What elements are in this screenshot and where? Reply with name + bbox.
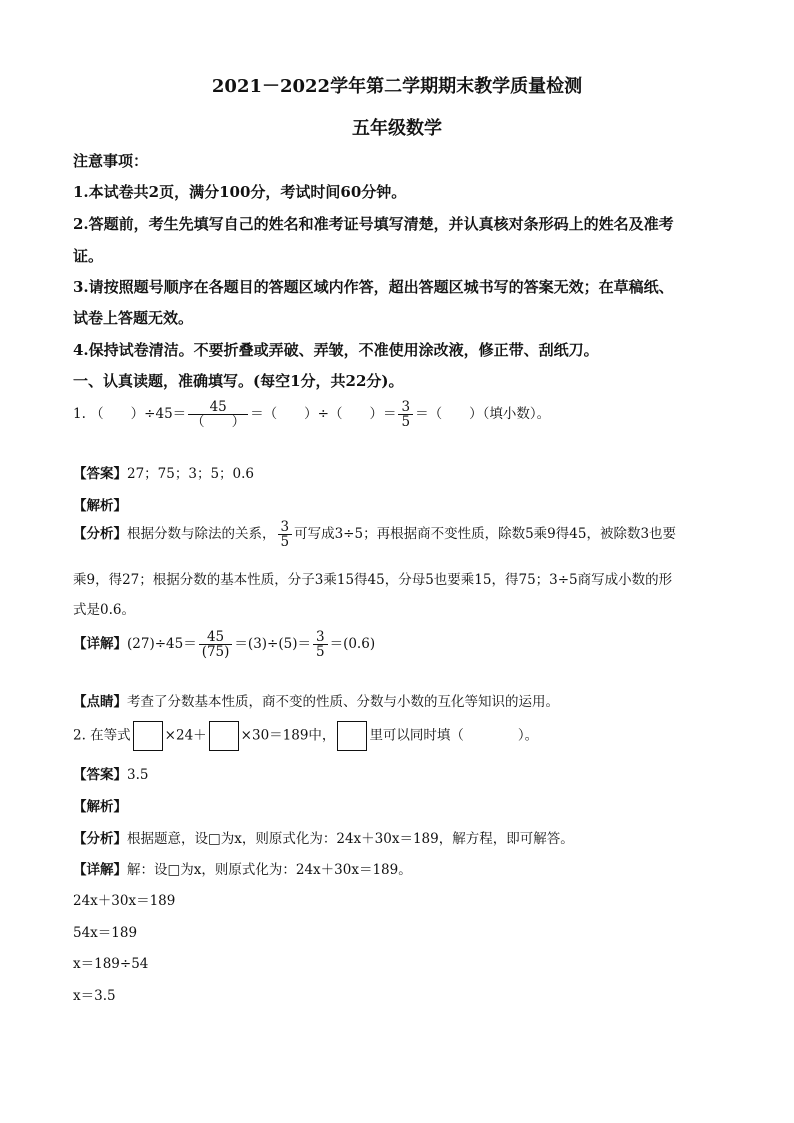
q2-step-3: x＝189÷54 [73, 956, 149, 972]
q1-detail-frac2-num: 3 [313, 630, 328, 645]
q1-answer-tag: 【答案】 [73, 466, 127, 482]
q1-fraction-2 [398, 400, 413, 429]
q1-fenxi-line-3: 式是0.6。 [73, 602, 135, 618]
q1-fenxi-tag: 【分析】 [73, 526, 127, 543]
q2-analysis-label: 【解析】 [73, 799, 127, 815]
q1-fenxi-b: 可写成3÷5；再根据商不变性质，除数5乘9得45，被除数3也要 [294, 526, 677, 543]
q2-blank-box-3 [337, 721, 367, 751]
q1-frac2-num: 3 [398, 400, 413, 415]
q2-answer-tag: 【答案】 [73, 767, 127, 783]
question-1 [73, 400, 550, 429]
q1-detail-fraction-1 [199, 630, 233, 659]
q1-fenxi-fraction [278, 520, 293, 549]
q1-answer-text: 27；75；3；5；0.6 [127, 466, 255, 482]
q2-detail [73, 858, 412, 878]
question-2 [73, 721, 538, 751]
q1-detail-c: ＝(0.6) [329, 636, 376, 653]
q1-frac2-den: 5 [401, 414, 411, 431]
q1-comment [73, 690, 559, 710]
section-1-heading: 一、认真读题，准确填写。(每空1分，共22分)。 [73, 372, 404, 390]
q1-detail-frac1-den: (75) [201, 644, 230, 661]
q1-detail-b: ＝(3)÷(5)＝ [234, 636, 311, 653]
q2-part2: ×24＋ [164, 727, 207, 744]
q2-blank-box-2 [209, 721, 239, 751]
q1-detail-frac2-den: 5 [315, 644, 325, 661]
q2-step-1: 24x＋30x＝189 [73, 893, 176, 909]
notice-item-4: 4.保持试卷清洁。不要折叠或弄破、弄皱，不准使用涂改液，修正带、刮纸刀。 [73, 341, 599, 359]
notice-item-3b: 试卷上答题无效。 [73, 309, 194, 327]
q2-fenxi [73, 827, 574, 847]
q1-answer [73, 462, 254, 482]
q1-fenxi-line-2: 乘9，得27；根据分数的基本性质，分子3乘15得45，分母5也要乘15，得75；3÷5商写成小数的形 [73, 572, 673, 588]
q1-detail-fraction-2 [313, 630, 328, 659]
q1-detail-frac1-num: 45 [199, 630, 233, 645]
q1-prefix: 1. （ ）÷45＝ [73, 406, 187, 423]
q1-detail-tag: 【详解】 [73, 636, 127, 653]
q1-fraction-1 [188, 400, 248, 429]
notice-heading: 注意事项： [73, 152, 149, 170]
q2-fenxi-tag: 【分析】 [73, 831, 127, 847]
q2-fenxi-text: 根据题意，设□为x，则原式化为：24x＋30x＝189，解方程，即可解答。 [127, 831, 574, 847]
q1-analysis-label: 【解析】 [73, 498, 127, 514]
q1-fenxi-frac-den: 5 [280, 534, 290, 551]
notice-item-2a: 2.答题前，考生先填写自己的姓名和准考证号填写清楚，并认真核对条形码上的姓名及准考 [73, 215, 674, 233]
q1-frac1-den: （ ） [191, 414, 246, 431]
q1-comment-text: 考查了分数基本性质，商不变的性质、分数与小数的互化等知识的运用。 [127, 694, 559, 710]
q1-frac1-num: 45 [188, 400, 248, 415]
q2-prefix: 2. 在等式 [73, 727, 131, 744]
q2-step-4: x＝3.5 [73, 988, 116, 1004]
q1-analysis-tag [73, 494, 127, 514]
q1-fenxi-frac-num: 3 [278, 520, 293, 535]
q2-answer-text: 3.5 [127, 767, 149, 783]
q2-analysis-tag [73, 795, 127, 815]
exam-title: 2021－2022学年第二学期期末教学质量检测 [211, 76, 583, 97]
q1-suffix: ＝（ ）（填小数）。 [415, 406, 551, 423]
notice-item-1: 1.本试卷共2页，满分100分，考试时间60分钟。 [73, 183, 407, 201]
notice-item-3a: 3.请按照题号顺序在各题目的答题区域内作答，超出答题区城书写的答案无效；在草稿纸、 [73, 278, 674, 296]
q1-detail-a: (27)÷45＝ [127, 636, 197, 653]
q2-step-2: 54x＝189 [73, 925, 138, 941]
q2-detail-text: 解：设□为x，则原式化为：24x＋30x＝189。 [127, 862, 412, 878]
q1-detail [73, 630, 375, 659]
q2-part3: ×30＝189中， [240, 727, 336, 744]
q2-part4: 里可以同时填（ ）。 [369, 727, 539, 744]
q1-fenxi-line-1 [73, 520, 676, 549]
exam-subtitle: 五年级数学 [352, 118, 442, 139]
q2-detail-tag: 【详解】 [73, 862, 127, 878]
q1-mid: ＝（ ）÷（ ）＝ [250, 406, 397, 423]
notice-item-2b: 证。 [73, 247, 104, 265]
q1-comment-tag: 【点睛】 [73, 694, 127, 710]
q2-blank-box-1 [133, 721, 163, 751]
q1-fenxi-a: 根据分数与除法的关系， [127, 526, 276, 543]
q2-answer [73, 763, 148, 783]
